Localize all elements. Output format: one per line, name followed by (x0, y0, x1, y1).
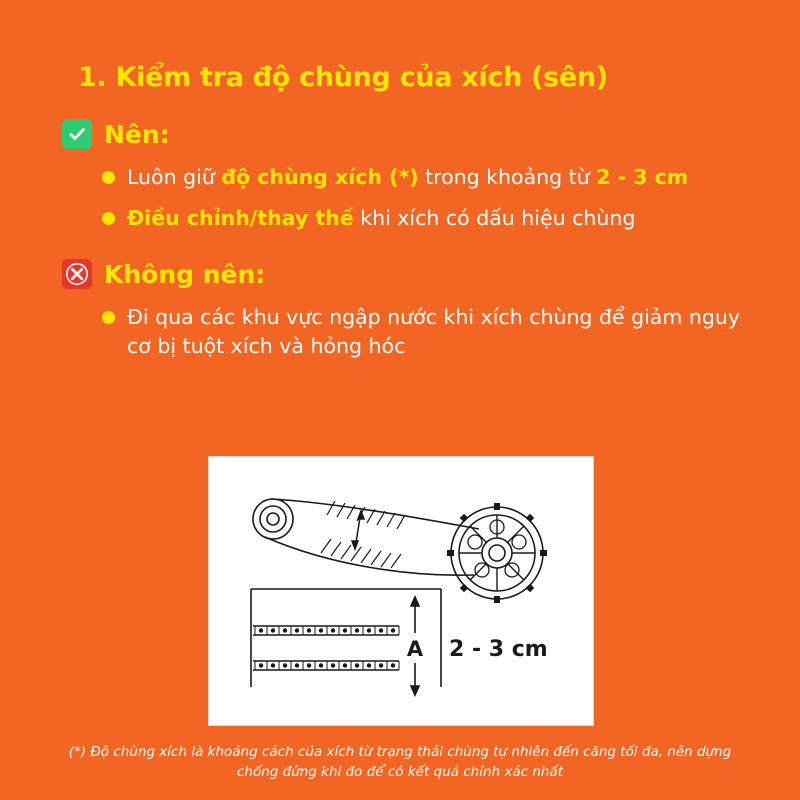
list-item-text: Đi qua các khu vực ngập nước khi xích chùng để giảm nguy cơ bị tuột xích và hỏng hóc (127, 305, 740, 359)
should-list (50, 163, 750, 233)
should-not-list (50, 303, 750, 361)
section-should-header (62, 119, 750, 149)
section-should-not (50, 259, 750, 361)
footnote: (*) Độ chùng xích là khoảng cách của xích từ trạng thái chùng tự nhiên đến căng tối đa, nên dựng chống đứng khi đo để có kết quả chính xác nhất (68, 743, 732, 780)
chain-slack-diagram (208, 456, 594, 726)
check-icon (62, 119, 92, 149)
section-should-not-header (62, 259, 750, 289)
dimension-label: 2 - 3 cm (449, 637, 548, 662)
page-title: 1. Kiểm tra độ chùng của xích (sên) (78, 62, 608, 93)
list-item (102, 303, 750, 361)
section-should-not-label: Không nên: (104, 259, 266, 289)
list-item-text: Luôn giữ độ chùng xích (*) trong khoảng từ 2 - 3 cm (127, 165, 689, 189)
bullet-dot-icon (102, 311, 115, 324)
list-item (102, 163, 750, 192)
section-should-label: Nên: (104, 119, 170, 149)
measure-label: A (406, 637, 424, 661)
bullet-dot-icon (102, 212, 115, 225)
cross-icon (62, 259, 92, 289)
list-item-text: Điều chỉnh/thay thế khi xích có dấu hiệu chùng (127, 206, 636, 231)
section-should (50, 119, 750, 233)
bullet-dot-icon (102, 171, 115, 184)
list-item (102, 204, 750, 233)
